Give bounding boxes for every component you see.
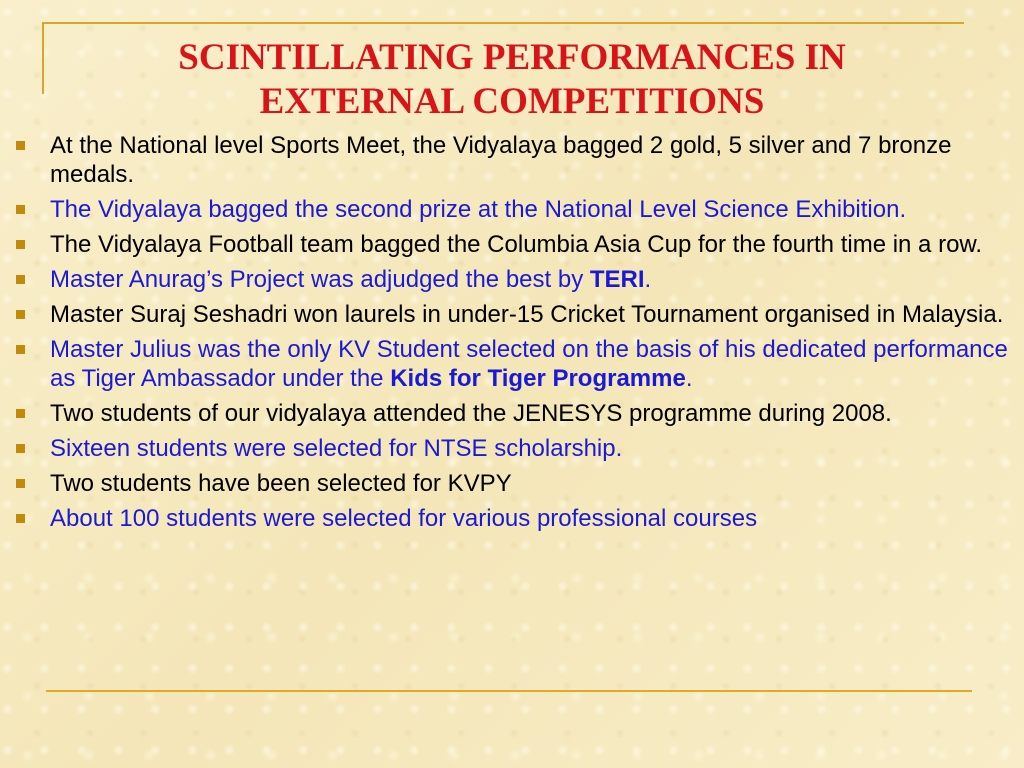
bullet-text-bold: Kids for Tiger Programme xyxy=(390,365,686,392)
bullet-text xyxy=(50,336,1008,392)
bullet-text-before: Master Anurag’s Project was adjudged the best by xyxy=(50,266,590,293)
bullet-text-before: Master Julius was the only KV Student selected on the basis of his dedicated performance as Tiger Ambassador under the xyxy=(50,336,1008,392)
bullet-text xyxy=(50,266,651,293)
bullet-list xyxy=(14,131,1014,539)
bullet-item-suraj-cricket xyxy=(14,300,1014,329)
bullet-text: The Vidyalaya Football team bagged the Columbia Asia Cup for the fourth time in a row. xyxy=(50,231,983,258)
left-rule xyxy=(42,22,44,94)
bullet-text: Sixteen students were selected for NTSE scholarship. xyxy=(50,435,623,462)
bullet-item-anurag-project xyxy=(14,265,1014,294)
bullet-item-football xyxy=(14,230,1014,259)
square-bullet-icon xyxy=(16,205,25,214)
bullet-item-kvpy xyxy=(14,469,1014,498)
bullet-item-science-exhibition xyxy=(14,195,1014,224)
bottom-rule xyxy=(46,690,972,692)
slide-title-line1: SCINTILLATING PERFORMANCES IN xyxy=(178,37,846,78)
bullet-item-sports-meet xyxy=(14,131,1014,189)
square-bullet-icon xyxy=(16,141,25,150)
slide-title-line2: EXTERNAL COMPETITIONS xyxy=(259,81,765,122)
slide-title xyxy=(60,36,964,124)
bullet-text: Two students of our vidyalaya attended the JENESYS programme during 2008. xyxy=(50,400,892,427)
top-rule xyxy=(42,22,964,24)
bullet-item-jenesys xyxy=(14,399,1014,428)
bullet-text: The Vidyalaya bagged the second prize at the National Level Science Exhibition. xyxy=(50,196,907,223)
square-bullet-icon xyxy=(16,345,25,354)
bullet-text-after: . xyxy=(685,365,693,392)
bullet-text: Master Suraj Seshadri won laurels in under-15 Cricket Tournament organised in Malaysia. xyxy=(50,301,1004,328)
square-bullet-icon xyxy=(16,444,25,453)
bullet-text-after: . xyxy=(644,266,652,293)
square-bullet-icon xyxy=(16,275,25,284)
bullet-text: Two students have been selected for KVPY xyxy=(50,470,512,497)
square-bullet-icon xyxy=(16,310,25,319)
bullet-text: About 100 students were selected for various professional courses xyxy=(50,505,758,532)
bullet-item-julius-tiger xyxy=(14,335,1014,393)
bullet-text-bold: TERI xyxy=(589,266,645,293)
bullet-text: At the National level Sports Meet, the Vidyalaya bagged 2 gold, 5 silver and 7 bronze medals. xyxy=(50,132,952,188)
square-bullet-icon xyxy=(16,514,25,523)
bullet-item-professional-courses xyxy=(14,504,1014,533)
bullet-item-ntse xyxy=(14,434,1014,463)
square-bullet-icon xyxy=(16,479,25,488)
square-bullet-icon xyxy=(16,240,25,249)
square-bullet-icon xyxy=(16,409,25,418)
